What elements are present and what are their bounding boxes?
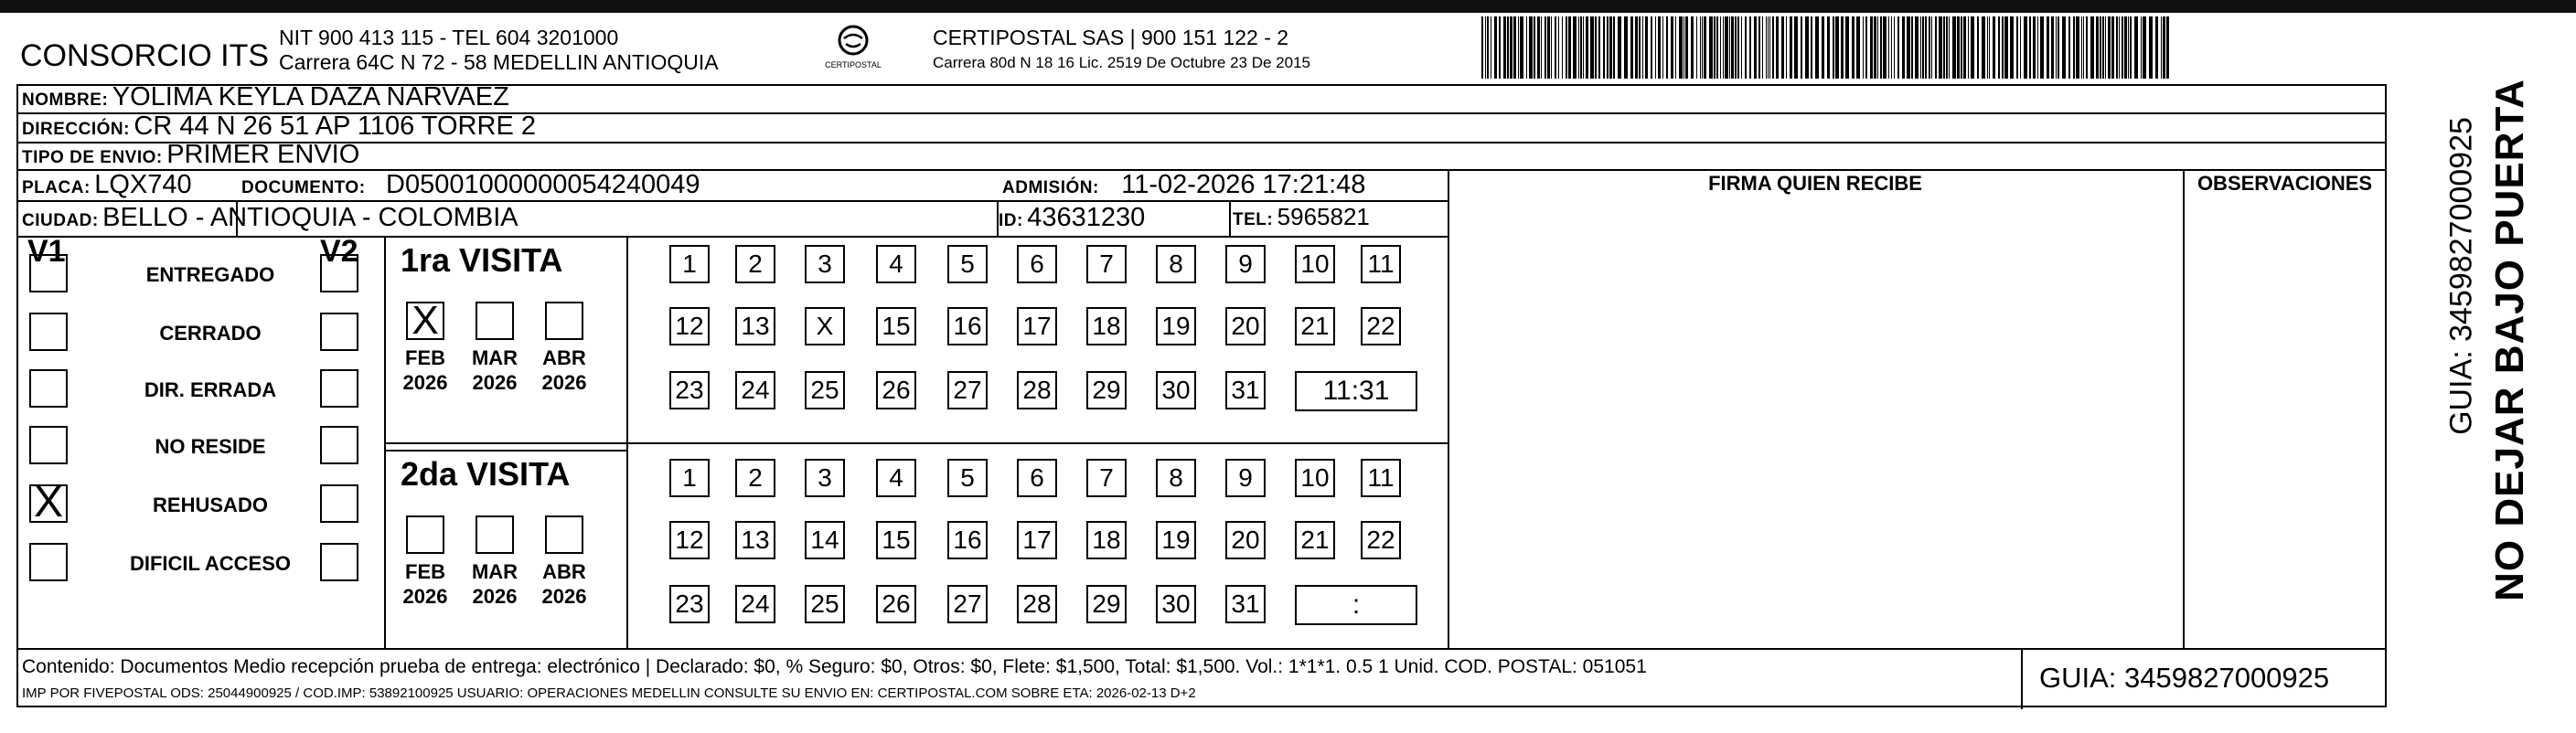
- time-field[interactable]: 11:31: [1295, 371, 1417, 411]
- day-box[interactable]: 18: [1086, 521, 1127, 559]
- month-year: 2026: [541, 585, 587, 608]
- company-info: [279, 26, 719, 75]
- month-checkbox[interactable]: [545, 302, 583, 340]
- direccion-row: [22, 112, 536, 142]
- v1-mark: [31, 371, 66, 406]
- day-box[interactable]: 31: [1225, 371, 1266, 409]
- month-mark: [477, 517, 512, 552]
- placa-field: [22, 170, 192, 200]
- day-box[interactable]: 5: [947, 245, 988, 283]
- shipping-form: [16, 84, 2387, 707]
- address-line: Carrera 64C N 72 - 58 MEDELLIN ANTIOQUIA: [279, 50, 719, 74]
- time-field[interactable]: :: [1295, 585, 1417, 625]
- placa-label: PLACA:: [22, 178, 91, 197]
- day-box[interactable]: 25: [805, 371, 845, 409]
- day-box[interactable]: 17: [1017, 521, 1057, 559]
- day-box[interactable]: 2: [735, 459, 775, 497]
- day-box[interactable]: 10: [1295, 245, 1335, 283]
- nombre-row: [22, 82, 509, 112]
- day-box[interactable]: 30: [1156, 371, 1196, 409]
- month-mark: [547, 303, 582, 338]
- tel-label: TEL:: [1233, 210, 1274, 229]
- tel-value: 5965821: [1277, 203, 1370, 230]
- v1-checkbox[interactable]: [29, 254, 68, 292]
- month-mark: [547, 517, 582, 552]
- day-box[interactable]: 18: [1086, 307, 1127, 345]
- top-border: [0, 0, 2576, 13]
- day-box[interactable]: 30: [1156, 585, 1196, 623]
- day-box[interactable]: 14: [805, 521, 845, 559]
- visit-title: 2da VISITA: [401, 455, 571, 493]
- day-box[interactable]: 3: [805, 459, 845, 497]
- day-box[interactable]: 19: [1156, 521, 1196, 559]
- status-label: NO RESIDE: [155, 435, 266, 458]
- day-box[interactable]: 11: [1361, 459, 1401, 497]
- ciudad-value: BELLO - ANTIOQUIA - COLOMBIA: [102, 203, 518, 232]
- day-box[interactable]: X: [805, 307, 845, 345]
- v1-checkbox[interactable]: [29, 369, 68, 408]
- day-box[interactable]: 16: [947, 307, 988, 345]
- day-box[interactable]: 21: [1295, 307, 1335, 345]
- day-box[interactable]: 26: [876, 585, 916, 623]
- documento-label: DOCUMENTO:: [241, 178, 366, 197]
- day-box[interactable]: 20: [1225, 521, 1266, 559]
- v2-mark: [322, 314, 357, 349]
- day-box[interactable]: 24: [735, 371, 775, 409]
- day-box[interactable]: 19: [1156, 307, 1196, 345]
- v2-mark: [322, 371, 357, 406]
- day-box[interactable]: 9: [1225, 459, 1266, 497]
- day-box[interactable]: 8: [1156, 459, 1196, 497]
- day-box[interactable]: 7: [1086, 245, 1127, 283]
- month-label: [396, 559, 454, 609]
- day-box[interactable]: 2: [735, 245, 775, 283]
- month-name: FEB: [405, 560, 445, 583]
- admision-field: [1002, 170, 1365, 200]
- admision-value: 11-02-2026 17:21:48: [1121, 170, 1366, 199]
- footer-contenido: Contenido: Documentos Medio recepción prueba de entrega: electrónico | Declarado: $0, % Seguro: $0, Otros: $0, Flete: $1,500, Total: $1,500. Vol.: 1*1*1. 0.5 1 Unid. COD. POSTAL: 051051: [22, 656, 1647, 677]
- day-box[interactable]: 5: [947, 459, 988, 497]
- day-box[interactable]: 26: [876, 371, 916, 409]
- month-name: ABR: [542, 346, 586, 369]
- nit-line: NIT 900 413 115 - TEL 604 3201000: [279, 26, 619, 49]
- day-box[interactable]: 11: [1361, 245, 1401, 283]
- documento-value: D05001000000054240049: [386, 170, 700, 199]
- month-name: FEB: [405, 346, 445, 369]
- day-box[interactable]: 1: [669, 459, 710, 497]
- month-label: [535, 345, 593, 395]
- v2-checkbox[interactable]: [320, 426, 358, 464]
- v2-mark: [322, 486, 357, 521]
- direccion-label: DIRECCIÓN:: [22, 120, 130, 139]
- no-dejar-warning: NO DEJAR BAJO PUERTA: [2487, 79, 2532, 601]
- v2-checkbox[interactable]: [320, 484, 358, 523]
- month-checkbox[interactable]: [476, 302, 514, 340]
- v1-checkbox[interactable]: [29, 543, 68, 581]
- day-box[interactable]: 25: [805, 585, 845, 623]
- day-box[interactable]: 4: [876, 245, 916, 283]
- id-value: 43631230: [1027, 203, 1146, 232]
- day-box[interactable]: 23: [669, 371, 710, 409]
- v2-checkbox[interactable]: [320, 543, 358, 581]
- month-checkbox[interactable]: [406, 298, 444, 343]
- status-label: REHUSADO: [153, 494, 268, 516]
- day-box[interactable]: 1: [669, 245, 710, 283]
- observaciones-header: OBSERVACIONES: [2197, 172, 2373, 195]
- day-box[interactable]: 7: [1086, 459, 1127, 497]
- v2-checkbox[interactable]: [320, 254, 358, 292]
- v2-mark: [322, 256, 357, 291]
- v1-mark: [31, 256, 66, 291]
- month-name: ABR: [542, 560, 586, 583]
- admision-label: ADMISIÓN:: [1002, 178, 1099, 197]
- carrier-info: [933, 26, 1310, 75]
- day-box[interactable]: 15: [876, 307, 916, 345]
- month-checkbox[interactable]: [545, 515, 583, 554]
- v2-checkbox[interactable]: [320, 369, 358, 408]
- status-label: CERRADO: [159, 322, 262, 345]
- ciudad-label: CIUDAD:: [22, 211, 99, 230]
- month-name: MAR: [471, 560, 518, 583]
- footer-guia: GUIA: 3459827000925: [2039, 662, 2330, 694]
- status-label: ENTREGADO: [145, 263, 275, 286]
- id-label: ID:: [999, 211, 1023, 230]
- month-checkbox[interactable]: [406, 515, 444, 554]
- day-box[interactable]: 20: [1225, 307, 1266, 345]
- month-label: [465, 559, 524, 609]
- v2-header: V2: [320, 234, 358, 269]
- day-box[interactable]: 15: [876, 521, 916, 559]
- direccion-value: CR 44 N 26 51 AP 1106 TORRE 2: [134, 112, 536, 141]
- month-label: [535, 559, 593, 609]
- status-label: DIR. ERRADA: [144, 378, 277, 401]
- day-box[interactable]: 6: [1017, 245, 1057, 283]
- v1-checkbox[interactable]: [29, 478, 68, 526]
- placa-value: LQX740: [94, 170, 192, 199]
- v1-mark: X: [33, 478, 63, 526]
- month-year: 2026: [402, 585, 448, 608]
- day-box[interactable]: 16: [947, 521, 988, 559]
- v1-mark: [31, 314, 66, 349]
- brand-name: CONSORCIO ITS: [20, 38, 270, 73]
- month-name: MAR: [471, 346, 518, 369]
- carrier-license: Carrera 80d N 18 16 Lic. 2519 De Octubre 23 De 2015: [933, 54, 1310, 71]
- month-label: [465, 345, 524, 395]
- month-label: [396, 345, 454, 395]
- day-box[interactable]: 29: [1086, 585, 1127, 623]
- day-box[interactable]: 24: [735, 585, 775, 623]
- month-checkbox[interactable]: [476, 515, 514, 554]
- day-box[interactable]: 9: [1225, 245, 1266, 283]
- v2-mark: [322, 545, 357, 579]
- v1-mark: [31, 428, 66, 462]
- month-year: 2026: [472, 585, 518, 608]
- status-label: DIFICIL ACCESO: [129, 552, 291, 575]
- footer-imp: IMP POR FIVEPOSTAL ODS: 25044900925 / COD.IMP: 53892100925 USUARIO: OPERACIONES MEDELLIN CONSULTE SU ENVIO EN: CERTIPOSTAL.COM SOBRE ETA: 2026-02-13 D+2: [22, 685, 1196, 701]
- nombre-value: YOLIMA KEYLA DAZA NARVAEZ: [112, 82, 509, 112]
- id-field: [999, 203, 1145, 233]
- tipo-envio-value: PRIMER ENVIO: [166, 140, 360, 169]
- day-box[interactable]: 3: [805, 245, 845, 283]
- visit-title: 1ra VISITA: [401, 241, 563, 279]
- month-mark: [477, 303, 512, 338]
- day-box[interactable]: 13: [735, 307, 775, 345]
- v2-checkbox[interactable]: [320, 313, 358, 351]
- day-box[interactable]: 27: [947, 585, 988, 623]
- v1-checkbox[interactable]: [29, 426, 68, 464]
- nombre-label: NOMBRE:: [22, 90, 109, 110]
- day-box[interactable]: 8: [1156, 245, 1196, 283]
- day-box[interactable]: 12: [669, 521, 710, 559]
- day-box[interactable]: 27: [947, 371, 988, 409]
- day-box[interactable]: 31: [1225, 585, 1266, 623]
- day-box[interactable]: 28: [1017, 371, 1057, 409]
- month-year: 2026: [402, 371, 448, 394]
- v1-checkbox[interactable]: [29, 313, 68, 351]
- day-box[interactable]: 29: [1086, 371, 1127, 409]
- day-box[interactable]: 23: [669, 585, 710, 623]
- day-box[interactable]: 12: [669, 307, 710, 345]
- ciudad-field: [22, 203, 518, 233]
- day-box[interactable]: 28: [1017, 585, 1057, 623]
- logo-text: CERTIPOSTAL: [825, 60, 882, 69]
- v1-mark: [31, 545, 66, 579]
- month-year: 2026: [472, 371, 518, 394]
- day-box[interactable]: 13: [735, 521, 775, 559]
- day-box[interactable]: 10: [1295, 459, 1335, 497]
- v1-header: V1: [27, 234, 66, 269]
- month-mark: [408, 517, 443, 552]
- month-year: 2026: [541, 371, 587, 394]
- carrier-line: CERTIPOSTAL SAS | 900 151 122 - 2: [933, 26, 1289, 49]
- day-box[interactable]: 22: [1361, 307, 1401, 345]
- tel-field: [1233, 203, 1370, 231]
- side-guia: GUIA: 3459827000925: [2443, 117, 2479, 435]
- tipo-envio-row: [22, 140, 359, 170]
- barcode: [1481, 16, 2169, 79]
- firma-header: FIRMA QUIEN RECIBE: [1708, 172, 1922, 195]
- day-box[interactable]: 4: [876, 459, 916, 497]
- day-box[interactable]: 17: [1017, 307, 1057, 345]
- v2-mark: [322, 428, 357, 462]
- day-box[interactable]: 21: [1295, 521, 1335, 559]
- documento-field: [241, 170, 700, 200]
- day-box[interactable]: 22: [1361, 521, 1401, 559]
- month-mark: X: [412, 298, 439, 343]
- day-box[interactable]: 6: [1017, 459, 1057, 497]
- tipo-envio-label: TIPO DE ENVIO:: [22, 148, 163, 167]
